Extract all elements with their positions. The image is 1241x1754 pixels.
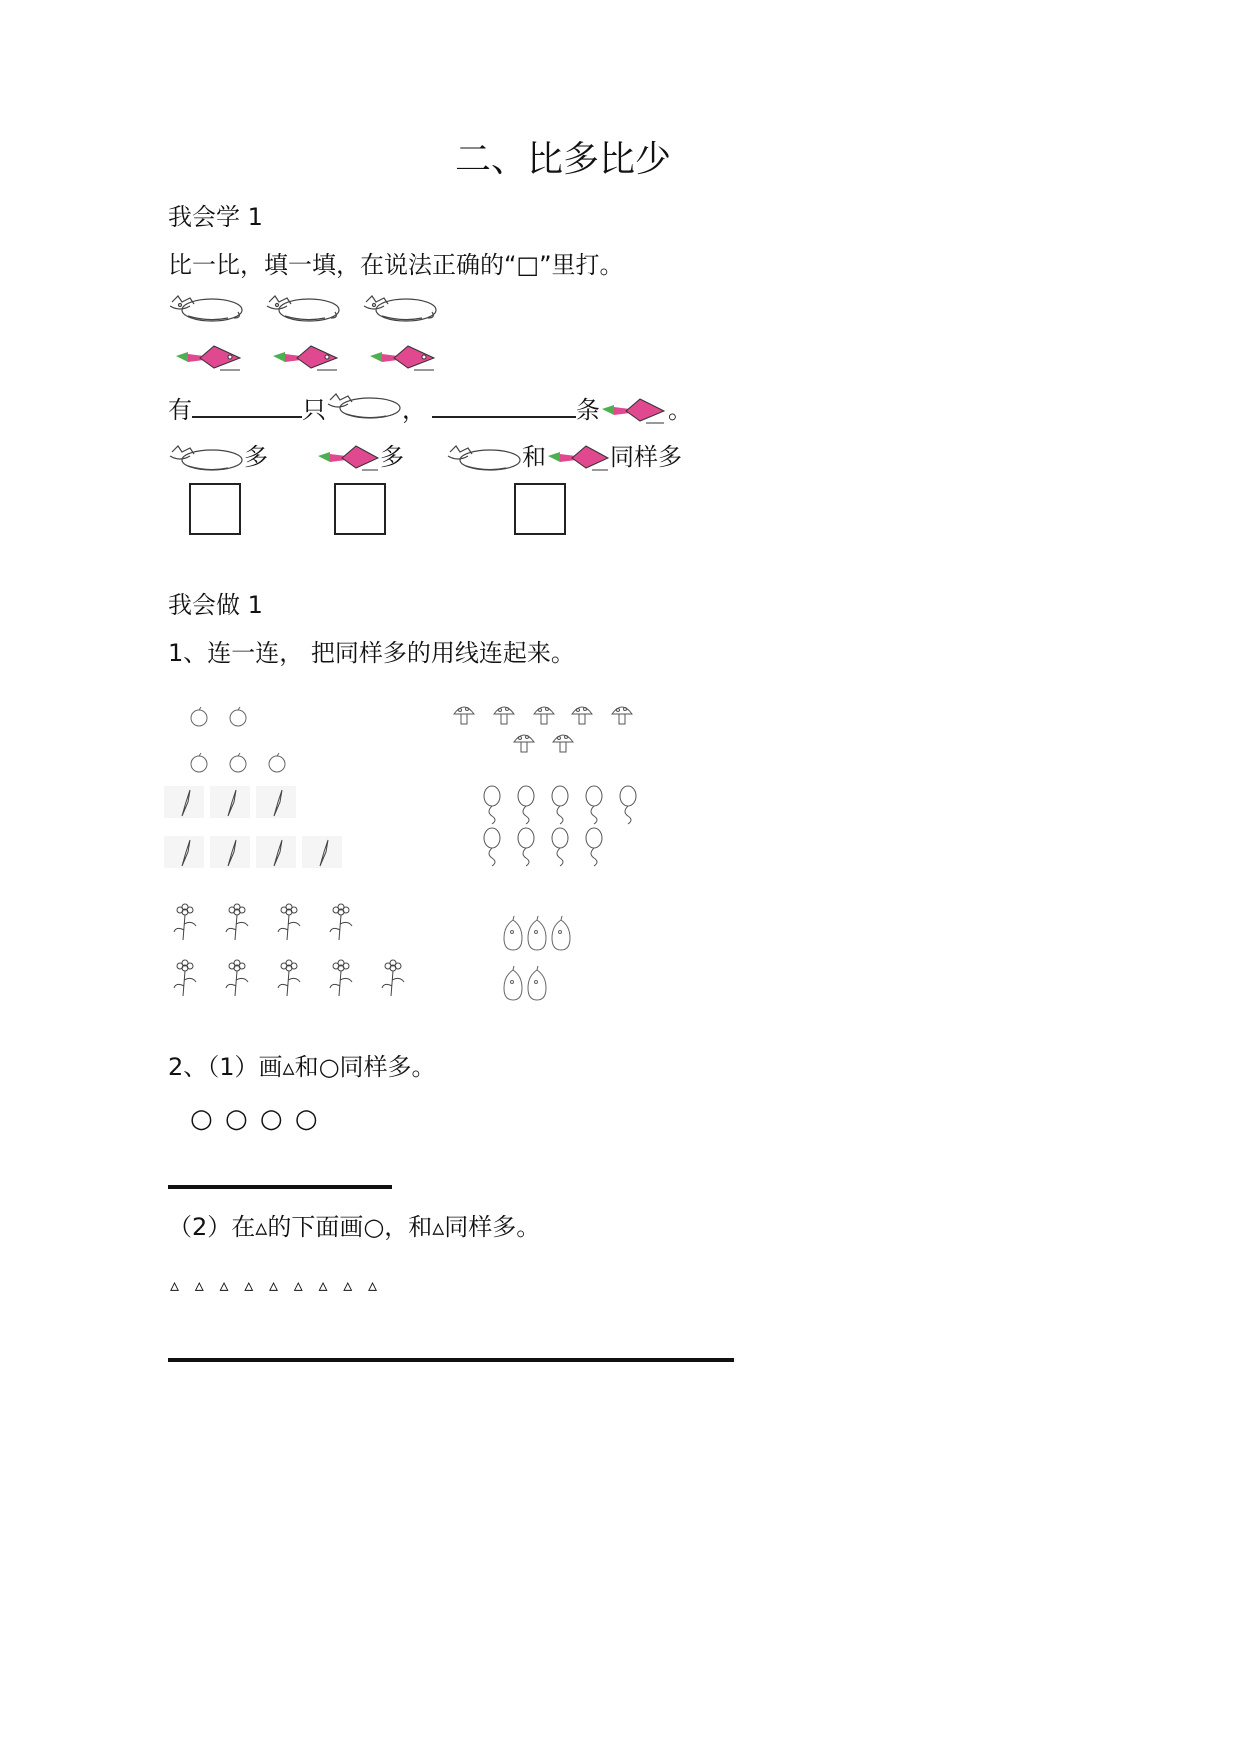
mushroom-icon (492, 702, 516, 728)
knife-icon (210, 786, 250, 818)
knife-icon (164, 786, 204, 818)
question-1-text: 1、连一连， 把同样多的用线连起来。 (168, 639, 575, 667)
knife-icon (210, 836, 250, 868)
choice-label-and: 和 (522, 443, 546, 471)
fish-icon (174, 344, 244, 374)
given-circles: ○ ○ ○ ○ (190, 1104, 320, 1134)
sentence-part-you: 有 (168, 396, 192, 424)
fish-icon (271, 344, 341, 374)
balloon-icon (548, 786, 572, 826)
mushrooms-group[interactable] (452, 702, 642, 758)
knife-icon (256, 836, 296, 868)
section-heading-do: 我会做 1 (168, 591, 263, 619)
cat-icon (265, 292, 341, 324)
apple-icon (227, 706, 249, 728)
flower-icon (378, 960, 408, 998)
cat-icon (168, 444, 244, 472)
mushroom-icon (512, 730, 536, 756)
pear-icon (500, 916, 526, 954)
answer-line-1[interactable] (168, 1185, 392, 1189)
mushroom-icon (532, 702, 556, 728)
choice-label-more: 多 (244, 443, 268, 471)
choice-label-same: 同样多 (610, 443, 682, 471)
apple-icon (266, 752, 288, 774)
flowers-group[interactable] (170, 904, 420, 1000)
flower-icon (170, 960, 200, 998)
choice-fish-more (316, 442, 404, 472)
sentence-part-tiao: 条 (576, 396, 600, 424)
checkbox-same[interactable] (514, 483, 566, 535)
flower-icon (274, 960, 304, 998)
flower-icon (326, 960, 356, 998)
mushroom-icon (452, 702, 476, 728)
choice-cats-more (168, 442, 268, 472)
pear-icon (500, 966, 526, 1004)
choice-same (446, 442, 682, 472)
fill-sentence (168, 394, 692, 425)
apple-icon (188, 706, 210, 728)
flower-icon (222, 904, 252, 942)
knife-icon (256, 786, 296, 818)
fish-icon (368, 344, 438, 374)
section-heading-learn: 我会学 1 (168, 203, 263, 231)
sentence-part-comma: ， (402, 396, 426, 424)
cat-icon (326, 392, 402, 420)
choice-label-more: 多 (380, 443, 404, 471)
answer-blank-cats[interactable] (192, 394, 302, 418)
given-triangles: ▵ ▵ ▵ ▵ ▵ ▵ ▵ ▵ ▵ (170, 1275, 378, 1296)
flower-icon (326, 904, 356, 942)
knife-icon (302, 836, 342, 868)
answer-blank-fish[interactable] (432, 394, 576, 418)
apple-icon (188, 752, 210, 774)
sentence-part-period: 。 (668, 396, 692, 424)
answer-line-2[interactable] (168, 1358, 734, 1362)
sentence-part-zhi: 只 (302, 396, 326, 424)
cat-icon (168, 292, 244, 324)
mushroom-icon (570, 702, 594, 728)
fish-icon (546, 444, 610, 472)
flower-icon (222, 960, 252, 998)
pear-icon (524, 966, 550, 1004)
flower-icon (170, 904, 200, 942)
balloon-icon (480, 828, 504, 868)
fish-icon (316, 444, 380, 472)
fish-icon (600, 397, 668, 425)
flower-icon (274, 904, 304, 942)
question-2-2-text: （2）在▵的下面画○，和▵同样多。 (168, 1213, 541, 1241)
balloon-icon (514, 786, 538, 826)
cat-icon (446, 444, 522, 472)
checkbox-fish-more[interactable] (334, 483, 386, 535)
pear-icon (524, 916, 550, 954)
balloon-icon (616, 786, 640, 826)
balloons-group[interactable] (480, 786, 650, 868)
balloon-icon (480, 786, 504, 826)
checkbox-cats-more[interactable] (189, 483, 241, 535)
balloon-icon (514, 828, 538, 868)
balloon-icon (582, 786, 606, 826)
question-2-1-text: 2、（1）画▵和○同样多。 (168, 1053, 436, 1081)
apple-icon (227, 752, 249, 774)
instruction-text: 比一比，填一填，在说法正确的“□”里打。 (168, 251, 624, 279)
cat-icon (362, 292, 438, 324)
pears-group[interactable] (500, 916, 580, 1006)
balloon-icon (548, 828, 572, 868)
knife-icon (164, 836, 204, 868)
apples-group[interactable] (186, 704, 296, 776)
page-title: 二、比多比少 (455, 139, 672, 180)
mushroom-icon (551, 730, 575, 756)
mushroom-icon (610, 702, 634, 728)
balloon-icon (582, 828, 606, 868)
knives-group[interactable] (164, 786, 344, 870)
pear-icon (548, 916, 574, 954)
